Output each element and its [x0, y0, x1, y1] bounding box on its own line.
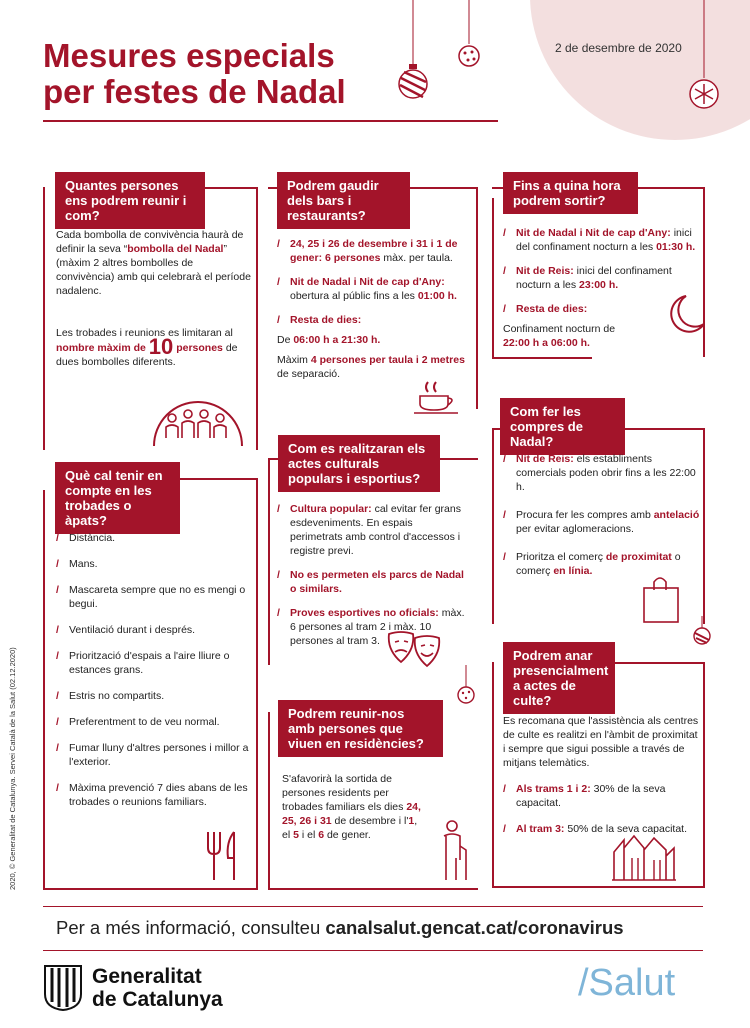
- section-title: Fins a quina hora podrem sortir?: [503, 172, 638, 214]
- section-cultura-body: / Cultura popular: cal evitar fer grans esdeveniments. En espais perimetrats amb control d'accessos i registre previ. / No es permeten els parcs de Nadal o similars. / Proves esportives no oficials: màx. 6 persones al tram 2 i màx. 10 persones al tram 3.: [277, 502, 467, 658]
- section-bars-body: / 24, 25 i 26 de desembre i 31 i 1 de gener: 6 persones màx. per taula. / Nit de Nadal i Nit de cap d'Any: obertura al públic fins a les 01:00 h. / Resta de dies: De 06:00 h a 21:30 h. Màxim 4 persones per taula i 2 metres de separació.: [277, 237, 467, 391]
- list-item: / Distància.: [56, 531, 251, 545]
- frame-line: [492, 428, 494, 624]
- salut-wordmark: /Salut: [578, 962, 676, 1004]
- section-title: Què cal tenir en compte en les trobades o àpats?: [55, 462, 180, 534]
- section-title: Com fer les compres de Nadal?: [500, 398, 625, 455]
- theatre-masks-icon: [385, 628, 447, 674]
- frame-line: [268, 888, 478, 890]
- christmas-ornament-icon: [454, 665, 478, 705]
- fork-and-knife-icon: [200, 828, 250, 884]
- title-rule: [43, 120, 498, 122]
- list-item: / Fumar lluny d'altres persones i millor a l'exterior.: [56, 741, 251, 769]
- section-reunir-body: Cada bombolla de convivència haurà de definir la seva “bombolla del Nadal” (màxim 2 altres bombolles de convivència) amb qui celebrarà el període nadalenc. Les trobades i reunions es limitaran al nombre màxim de 10 persones de dues bombolles diferents.: [56, 229, 251, 368]
- frame-line: [200, 187, 258, 189]
- list-item: / Mascareta sempre que no es mengi o begui.: [56, 583, 251, 611]
- section-tenir-list: [56, 531, 251, 821]
- shopping-bag-icon: [636, 570, 686, 626]
- list-item: / Priorització d'espais a l'aire lliure o estances grans.: [56, 649, 251, 677]
- section-culte-body: Es recomana que l'assistència als centres de culte es realitzi en l'àmbit de proximitat i sempre que sigui possible a través de mitjans telemàtics. / Als trams 1 i 2: 30% de la seva capacitat. / Al tram 3: 50% de la seva capacitat.: [503, 714, 701, 846]
- snowflake-ornament-icon: [686, 0, 726, 115]
- frame-line: [492, 662, 494, 888]
- coffee-cup-icon: [412, 378, 462, 416]
- christmas-ornament-icon: [690, 616, 714, 646]
- frame-line: [43, 888, 258, 890]
- list-item: / Màxima prevenció 7 dies abans de les trobades o reunions familiars.: [56, 781, 251, 809]
- copyright-note: 2020, © Generalitat de Catalunya. Servei Català de la Salut (02.12.2020): [8, 647, 17, 890]
- footer-rule: [43, 950, 703, 951]
- date-label: 2 de desembre de 2020: [555, 41, 682, 55]
- section-title: Com es realitzaran els actes culturals populars i esportius?: [278, 435, 440, 492]
- list-item: / Preferentment to de veu normal.: [56, 715, 251, 729]
- generalitat-wordmark: Generalitat de Catalunya: [92, 965, 223, 1011]
- section-title: Podrem reunir-nos amb persones que viuen en residències?: [278, 700, 443, 757]
- frame-line: [256, 478, 258, 888]
- list-item: / Estris no compartits.: [56, 689, 251, 703]
- frame-line: [256, 187, 258, 450]
- section-title: Podrem anar presencialment a actes de culte?: [503, 642, 615, 714]
- temple-building-icon: [610, 826, 680, 884]
- frame-line: [610, 662, 705, 664]
- generalitat-logo-icon: [43, 964, 83, 1012]
- elderly-person-with-cane-icon: [434, 818, 474, 884]
- list-item: / Mans.: [56, 557, 251, 571]
- section-compres-body: / Nit de Reis: els establiments comercials poden obrir fins a les 22:00 h. / Procura fer les compres amb antelació per evitar aglomeracions. / Prioritza el comerç de proximitat o comerç en línia.: [503, 452, 701, 588]
- section-title: Podrem gaudir dels bars i restaurants?: [277, 172, 410, 229]
- frame-line: [175, 478, 258, 480]
- footer-rule: [43, 906, 703, 907]
- section-sortir-body: / Nit de Nadal i Nit de cap d'Any: inici del confinament nocturn a les 01:30 h. / Nit de Reis: inici del confinament nocturn a les 23:00 h. / Resta de dies: Confinament nocturn de 22:00 h a 06:00 h.: [503, 226, 698, 360]
- frame-line: [492, 198, 494, 358]
- christmas-ornament-icon: [395, 0, 435, 110]
- christmas-ornament-icon: [455, 0, 485, 80]
- section-title: Quantes persones ens podrem reunir i com?: [55, 172, 205, 229]
- crescent-moon-icon: [668, 292, 708, 338]
- more-info-link[interactable]: canalsalut.gencat.cat/coronavirus: [325, 917, 624, 938]
- group-of-people-icon: [150, 398, 246, 450]
- list-item: / Ventilació durant i després.: [56, 623, 251, 637]
- more-info: Per a més informació, consulteu canalsalut.gencat.cat/coronavirus: [56, 917, 624, 938]
- section-residencies-body: S'afavorirà la sortida de persones residents per trobades familiars els dies 24, 25, 26 i 31 de desembre i l'1, el 5 i el 6 de gener.: [282, 773, 421, 841]
- page-title: Mesures especials per festes de Nadal: [43, 37, 346, 110]
